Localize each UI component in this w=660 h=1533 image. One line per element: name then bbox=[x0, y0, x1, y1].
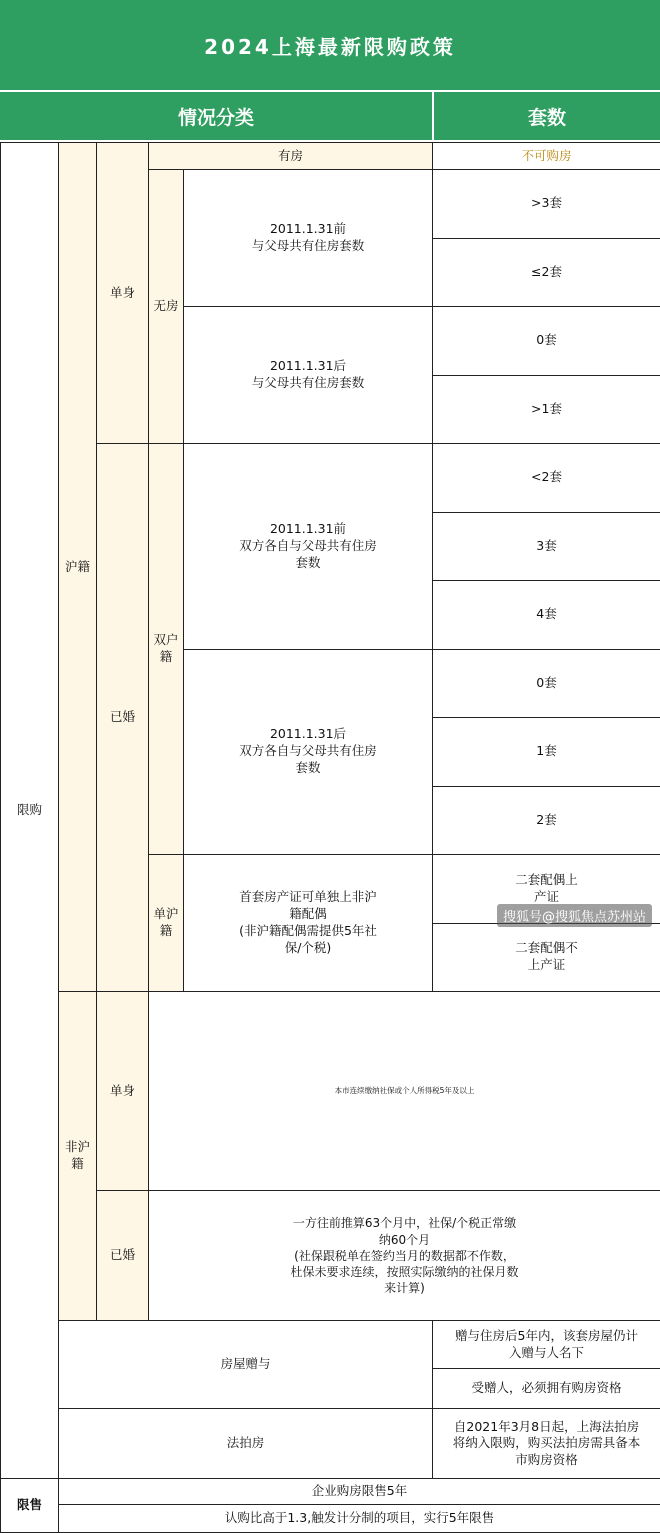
xianshou-row-1: 企业购房限售5年 bbox=[59, 1479, 660, 1505]
label-youfang: 有房 bbox=[149, 143, 433, 170]
opt-gt3: >3套 bbox=[433, 170, 660, 239]
cond-nonlocal-married: 一方往前推算63个月中，社保/个税正常缴 纳60个月 (社保跟税单在签约当月的数据都不作数， 杜保未要求连续，按照实际缴纳的社保月数 来计算) bbox=[149, 1191, 660, 1321]
opt-two: 2套 bbox=[433, 786, 660, 855]
header-category: 情况分类 bbox=[0, 92, 432, 140]
result-gift-2: 受赠人，必须拥有购房资格 bbox=[433, 1369, 660, 1409]
cond-nonlocal-single: 本市连续缴纳社保或个人所得税5年及以上 bbox=[149, 992, 660, 1191]
label-feihu: 非沪籍 bbox=[59, 992, 97, 1321]
label-gift: 房屋赠与 bbox=[59, 1321, 433, 1409]
cond-after: 2011.1.31后 与父母共有住房套数 bbox=[184, 307, 433, 444]
label-wufang: 无房 bbox=[149, 170, 184, 444]
label-feihu-danshen: 单身 bbox=[97, 992, 149, 1191]
cond-dual-before: 2011.1.31前 双方各自与父母共有住房 套数 bbox=[184, 444, 433, 650]
label-feihu-yihun: 已婚 bbox=[97, 1191, 149, 1321]
cond-single-local: 首套房产证可单独上非沪 籍配偶 (非沪籍配偶需提供5年社 保/个税) bbox=[184, 855, 433, 992]
label-yihun: 已婚 bbox=[97, 444, 149, 992]
label-shuanghu: 双户籍 bbox=[149, 444, 184, 855]
label-xianshou: 限售 bbox=[1, 1479, 59, 1533]
result-youfang: 不可购房 bbox=[433, 143, 660, 170]
cond-before: 2011.1.31前 与父母共有住房套数 bbox=[184, 170, 433, 307]
label-auction: 法拍房 bbox=[59, 1409, 433, 1479]
opt-lt2: <2套 bbox=[433, 444, 660, 513]
watermark: 搜狐号@搜狐焦点苏州站 bbox=[497, 904, 652, 927]
policy-table bbox=[0, 142, 660, 1533]
opt-pei-off: 二套配偶不 上产证 bbox=[433, 923, 660, 992]
result-auction: 自2021年3月8日起，上海法拍房 将纳入限购，购买法拍房需具备本 市购房资格 bbox=[433, 1409, 660, 1479]
cond-dual-after: 2011.1.31后 双方各自与父母共有住房 套数 bbox=[184, 649, 433, 855]
xianshou-row-2: 认购比高于1.3,触发计分制的项目，实行5年限售 bbox=[59, 1505, 660, 1533]
opt-zero: 0套 bbox=[433, 307, 660, 376]
opt-three: 3套 bbox=[433, 512, 660, 581]
opt-one: 1套 bbox=[433, 718, 660, 787]
opt-gt1: >1套 bbox=[433, 375, 660, 444]
label-xiangou: 限购 bbox=[1, 143, 59, 1479]
label-hujie: 沪籍 bbox=[59, 143, 97, 992]
header-count: 套数 bbox=[434, 92, 660, 140]
page-title: 2024上海最新限购政策 bbox=[0, 0, 660, 90]
label-danshen: 单身 bbox=[97, 143, 149, 444]
opt-le2: ≤2套 bbox=[433, 238, 660, 307]
result-gift-1: 赠与住房后5年内，该套房屋仍计 入赠与人名下 bbox=[433, 1321, 660, 1369]
opt-zero2: 0套 bbox=[433, 649, 660, 718]
opt-pei-on: 二套配偶上 产证 bbox=[433, 855, 660, 924]
opt-four: 4套 bbox=[433, 581, 660, 650]
label-danhu: 单沪籍 bbox=[149, 855, 184, 992]
